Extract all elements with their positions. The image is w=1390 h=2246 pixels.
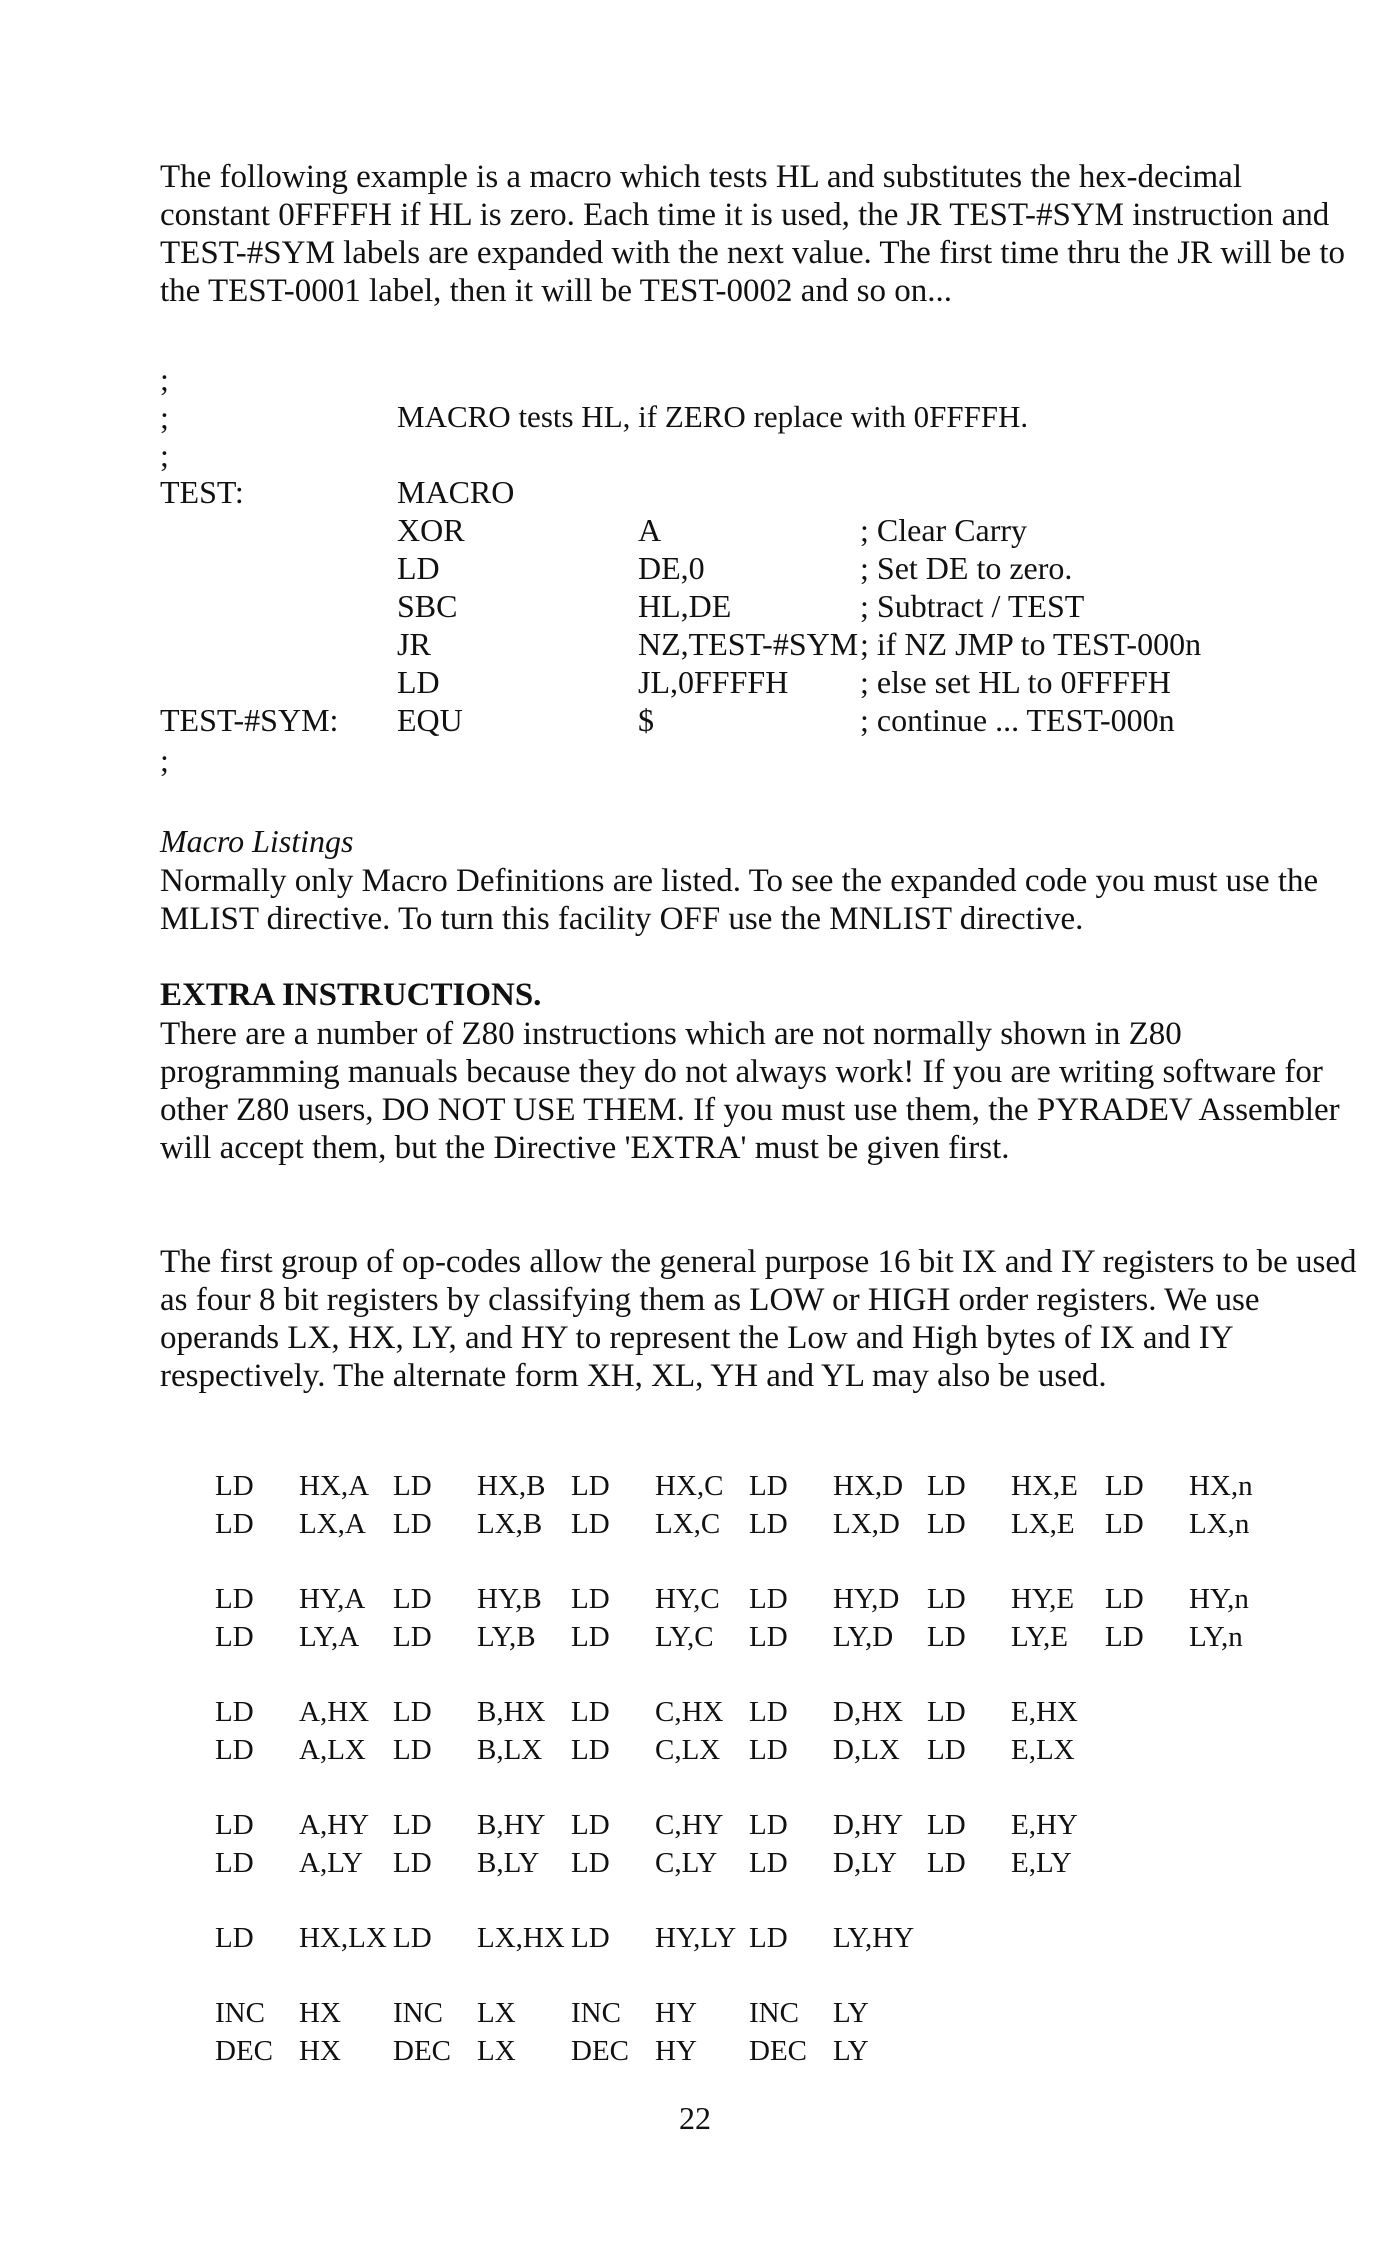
opcode-operand: HY,E xyxy=(1011,1583,1075,1615)
opcode-mnemonic: LD xyxy=(393,1847,432,1879)
opcode-operand: HY,n xyxy=(1189,1583,1249,1615)
code-operands: A xyxy=(638,512,662,548)
code-label: TEST: xyxy=(160,474,244,510)
opcode-mnemonic: LD xyxy=(393,1922,432,1954)
opcode-operand: HX,A xyxy=(299,1470,370,1502)
opcode-mnemonic: INC xyxy=(571,1997,621,2029)
opcode-mnemonic: DEC xyxy=(749,2035,807,2067)
opcode-mnemonic: DEC xyxy=(215,2035,273,2067)
opcode-operand: HY,D xyxy=(833,1583,900,1615)
opcode-mnemonic: LD xyxy=(215,1508,254,1540)
extra-instructions-heading: EXTRA INSTRUCTIONS. xyxy=(160,977,542,1013)
opcode-mnemonic: LD xyxy=(1105,1583,1144,1615)
opcode-operand: LX,D xyxy=(833,1508,900,1540)
opcode-mnemonic: LD xyxy=(927,1508,966,1540)
opcode-operand: HY xyxy=(655,1997,697,2029)
opcode-mnemonic: LD xyxy=(571,1847,610,1879)
page-number: 22 xyxy=(679,2100,711,2136)
opcode-operand: HX,B xyxy=(477,1470,546,1502)
opcode-mnemonic: LD xyxy=(927,1734,966,1766)
opcode-mnemonic: LD xyxy=(393,1621,432,1653)
code-comment: ; continue ... TEST-000n xyxy=(860,702,1175,738)
code-operands: $ xyxy=(638,702,654,738)
opcode-operand: E,HY xyxy=(1011,1809,1078,1841)
opcode-operand: HX xyxy=(299,2035,341,2067)
opcode-operand: LY,A xyxy=(299,1621,360,1653)
opcode-mnemonic: LD xyxy=(1105,1508,1144,1540)
code-comment: ; Clear Carry xyxy=(860,512,1028,548)
opcode-mnemonic: LD xyxy=(749,1809,788,1841)
opcode-mnemonic: LD xyxy=(571,1922,610,1954)
code-opcode: LD xyxy=(397,550,440,586)
opcode-mnemonic: LD xyxy=(393,1696,432,1728)
opcode-operand: HX,C xyxy=(655,1470,724,1502)
opcode-mnemonic: LD xyxy=(927,1621,966,1653)
opcode-operand: D,HY xyxy=(833,1809,904,1841)
opcode-operand: A,LX xyxy=(299,1734,366,1766)
opcode-operand: LY,B xyxy=(477,1621,536,1653)
code-opcode: JR xyxy=(397,626,431,662)
op-group-paragraph: The first group of op-codes allow the general purpose 16 bit IX and IY registers to be used as four 8 bit registers by classifying them as LOW or HIGH order registers. We use operands LX, HX, LY, and HY to represent the Low and High bytes of IX and IY respectively. The alternate form XH, XL, YH and YL may also be used. xyxy=(160,1244,1357,1394)
opcode-mnemonic: LD xyxy=(927,1583,966,1615)
opcode-operand: HX xyxy=(299,1997,341,2029)
opcode-mnemonic: INC xyxy=(749,1997,799,2029)
opcode-mnemonic: LD xyxy=(215,1583,254,1615)
opcode-operand: LX,A xyxy=(299,1508,366,1540)
opcode-mnemonic: LD xyxy=(1105,1621,1144,1653)
opcode-mnemonic: LD xyxy=(215,1470,254,1502)
code-opcode: XOR xyxy=(397,512,465,548)
opcode-mnemonic: LD xyxy=(749,1734,788,1766)
opcode-operand: HX,E xyxy=(1011,1470,1078,1502)
opcode-operand: LX,HX xyxy=(477,1922,565,1954)
opcode-operand: C,HY xyxy=(655,1809,724,1841)
opcode-mnemonic: LD xyxy=(927,1809,966,1841)
opcode-operand: HX,D xyxy=(833,1470,904,1502)
opcode-operand: E,LY xyxy=(1011,1847,1072,1879)
opcode-operand: HX,LX xyxy=(299,1922,387,1954)
opcode-mnemonic: LD xyxy=(215,1621,254,1653)
code-opcode: SBC xyxy=(397,588,458,624)
code-comment: ; Subtract / TEST xyxy=(860,588,1085,624)
opcode-mnemonic: DEC xyxy=(393,2035,451,2067)
code-opcode: EQU xyxy=(397,702,463,738)
opcode-operand: LX,E xyxy=(1011,1508,1075,1540)
opcode-mnemonic: LD xyxy=(393,1508,432,1540)
opcode-mnemonic: LD xyxy=(571,1621,610,1653)
opcode-mnemonic: LD xyxy=(749,1583,788,1615)
code-label: TEST-#SYM: xyxy=(160,702,339,738)
opcode-operand: LY,n xyxy=(1189,1621,1243,1653)
opcode-mnemonic: DEC xyxy=(571,2035,629,2067)
opcode-mnemonic: LD xyxy=(749,1696,788,1728)
opcode-mnemonic: LD xyxy=(571,1809,610,1841)
opcode-mnemonic: LD xyxy=(393,1583,432,1615)
opcode-mnemonic: LD xyxy=(749,1508,788,1540)
code-comment-semicolon: ; xyxy=(160,742,169,778)
opcode-operand: B,LY xyxy=(477,1847,540,1879)
opcode-operand: E,HX xyxy=(1011,1696,1078,1728)
opcode-mnemonic: LD xyxy=(571,1470,610,1502)
opcode-operand: LY xyxy=(833,1997,869,2029)
opcode-operand: HY,C xyxy=(655,1583,720,1615)
opcode-operand: LX,B xyxy=(477,1508,543,1540)
opcode-operand: A,HX xyxy=(299,1696,370,1728)
opcode-mnemonic: LD xyxy=(215,1922,254,1954)
macro-comment-text: MACRO tests HL, if ZERO replace with 0FFFFH. xyxy=(397,399,1029,434)
opcode-mnemonic: LD xyxy=(571,1508,610,1540)
opcode-mnemonic: LD xyxy=(749,1621,788,1653)
opcode-operand: HY,A xyxy=(299,1583,366,1615)
code-comment: ; Set DE to zero. xyxy=(860,550,1073,586)
opcode-operand: LY xyxy=(833,2035,869,2067)
opcode-operand: B,HY xyxy=(477,1809,546,1841)
opcode-mnemonic: LD xyxy=(393,1734,432,1766)
opcode-mnemonic: INC xyxy=(215,1997,265,2029)
opcode-operand: LY,D xyxy=(833,1621,894,1653)
code-operands: DE,0 xyxy=(638,550,705,586)
opcode-mnemonic: LD xyxy=(571,1696,610,1728)
opcode-mnemonic: LD xyxy=(749,1922,788,1954)
extra-instructions-text: There are a number of Z80 instructions which are not normally shown in Z80 programming manuals because they do not always work! If you are writing software for other Z80 users, DO NOT USE THEM. If you must use them, the PYRADEV Assembler will accept them, but the Directive 'EXTRA' must be given first. xyxy=(160,1016,1340,1166)
opcode-operand: HX,n xyxy=(1189,1470,1253,1502)
opcode-mnemonic: LD xyxy=(927,1847,966,1879)
opcode-operand: C,HX xyxy=(655,1696,724,1728)
opcode-operand: D,LY xyxy=(833,1847,897,1879)
opcode-operand: HY,B xyxy=(477,1583,542,1615)
opcode-operand: C,LY xyxy=(655,1847,718,1879)
code-comment-semicolon: ; xyxy=(160,399,169,435)
opcode-operand: LY,E xyxy=(1011,1621,1068,1653)
opcode-mnemonic: LD xyxy=(571,1583,610,1615)
code-opcode: MACRO xyxy=(397,474,515,510)
opcode-operand: LX xyxy=(477,1997,516,2029)
opcode-operand: C,LX xyxy=(655,1734,721,1766)
opcode-mnemonic: LD xyxy=(215,1734,254,1766)
code-operands: HL,DE xyxy=(638,588,732,624)
opcode-operand: LY,C xyxy=(655,1621,714,1653)
opcode-mnemonic: LD xyxy=(749,1847,788,1879)
intro-paragraph: The following example is a macro which tests HL and substitutes the hex-decimal constant 0FFFFH if HL is zero. Each time it is used, the JR TEST-#SYM instruction and TEST-#SYM labels are expanded with the next value. The first time thru the JR will be to the TEST-0001 label, then it will be TEST-0002 and so on... xyxy=(160,159,1346,309)
opcode-operand: D,LX xyxy=(833,1734,900,1766)
code-comment-semicolon: ; xyxy=(160,437,169,473)
opcode-mnemonic: LD xyxy=(215,1696,254,1728)
code-comment-semicolon: ; xyxy=(160,361,169,397)
opcode-mnemonic: LD xyxy=(215,1809,254,1841)
code-comment: ; else set HL to 0FFFFH xyxy=(860,664,1171,700)
opcode-operand: B,HX xyxy=(477,1696,546,1728)
opcode-operand: E,LX xyxy=(1011,1734,1075,1766)
code-opcode: LD xyxy=(397,664,440,700)
opcode-mnemonic: LD xyxy=(571,1734,610,1766)
opcode-operand: HY xyxy=(655,2035,697,2067)
macro-listings-heading: Macro Listings xyxy=(160,823,354,859)
code-comment: ; if NZ JMP to TEST-000n xyxy=(860,626,1202,662)
opcode-operand: D,HX xyxy=(833,1696,904,1728)
opcode-operand: A,LY xyxy=(299,1847,363,1879)
opcode-mnemonic: LD xyxy=(1105,1470,1144,1502)
code-operands: NZ,TEST-#SYM xyxy=(638,626,859,662)
macro-listings-text: Normally only Macro Definitions are listed. To see the expanded code you must use the MLIST directive. To turn this facility OFF use the MNLIST directive. xyxy=(160,863,1319,937)
opcode-mnemonic: LD xyxy=(215,1847,254,1879)
opcode-operand: B,LX xyxy=(477,1734,543,1766)
opcode-operand: HY,LY xyxy=(655,1922,737,1954)
opcode-mnemonic: LD xyxy=(927,1470,966,1502)
opcode-operand: LY,HY xyxy=(833,1922,915,1954)
opcode-operand: LX xyxy=(477,2035,516,2067)
opcode-operand: LX,C xyxy=(655,1508,721,1540)
opcode-mnemonic: INC xyxy=(393,1997,443,2029)
code-operands: JL,0FFFFH xyxy=(638,664,789,700)
opcode-operand: LX,n xyxy=(1189,1508,1250,1540)
opcode-operand: A,HY xyxy=(299,1809,370,1841)
opcode-mnemonic: LD xyxy=(927,1696,966,1728)
opcode-mnemonic: LD xyxy=(393,1809,432,1841)
opcode-mnemonic: LD xyxy=(393,1470,432,1502)
opcode-mnemonic: LD xyxy=(749,1470,788,1502)
